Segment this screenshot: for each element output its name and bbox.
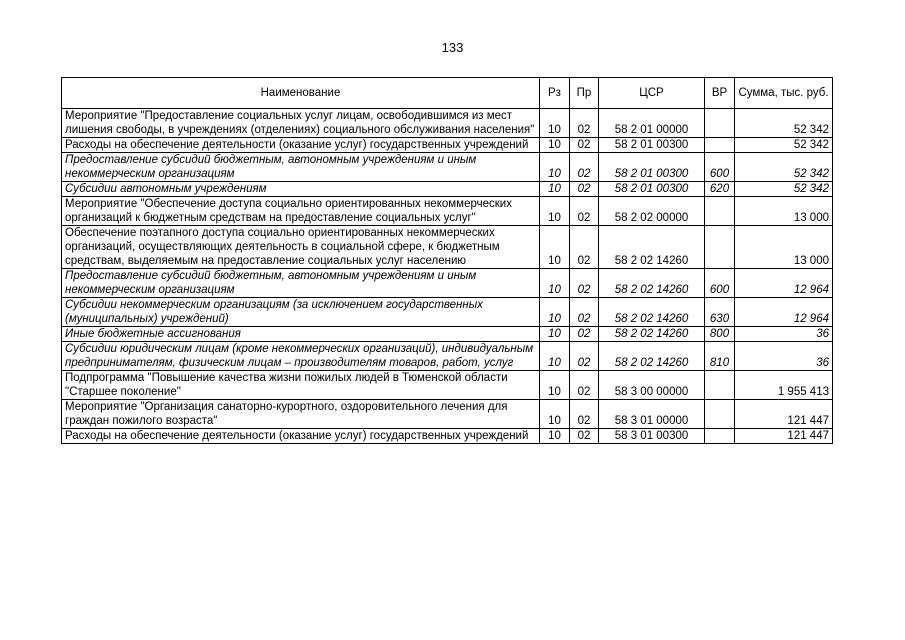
cell-pr: 02 <box>570 109 599 138</box>
cell-name: Подпрограмма "Повышение качества жизни пожилых людей в Тюменской области "Старшее поколение" <box>62 371 540 400</box>
cell-csr: 58 2 01 00300 <box>599 138 705 153</box>
cell-csr: 58 2 02 14260 <box>599 269 705 298</box>
cell-sum: 1 955 413 <box>735 371 833 400</box>
cell-rz: 10 <box>540 182 570 197</box>
header-csr: ЦСР <box>599 78 705 109</box>
cell-vr <box>705 400 735 429</box>
cell-pr: 02 <box>570 371 599 400</box>
budget-table <box>61 77 833 444</box>
cell-csr: 58 2 01 00000 <box>599 109 705 138</box>
table-row <box>62 327 833 342</box>
cell-pr: 02 <box>570 429 599 444</box>
cell-rz: 10 <box>540 298 570 327</box>
cell-csr: 58 2 01 00300 <box>599 182 705 197</box>
cell-csr: 58 2 02 14260 <box>599 298 705 327</box>
cell-rz: 10 <box>540 342 570 371</box>
cell-pr: 02 <box>570 153 599 182</box>
cell-name: Субсидии некоммерческим организациям (за исключением государственных (муниципальных) учреждений) <box>62 298 540 327</box>
cell-pr: 02 <box>570 269 599 298</box>
table-row <box>62 400 833 429</box>
cell-pr: 02 <box>570 138 599 153</box>
cell-name: Субсидии юридическим лицам (кроме некоммерческих организаций), индивидуальным предпринимателям, физическим лицам – производителям товаров, работ, услуг <box>62 342 540 371</box>
cell-sum: 121 447 <box>735 400 833 429</box>
cell-name: Мероприятие "Организация санаторно-курортного, оздоровительного лечения для граждан пожилого возраста" <box>62 400 540 429</box>
cell-sum: 12 964 <box>735 269 833 298</box>
cell-vr: 600 <box>705 153 735 182</box>
cell-rz: 10 <box>540 153 570 182</box>
cell-name: Предоставление субсидий бюджетным, автономным учреждениям и иным некоммерческим организациям <box>62 153 540 182</box>
cell-vr <box>705 109 735 138</box>
cell-vr: 800 <box>705 327 735 342</box>
header-vr: ВР <box>705 78 735 109</box>
cell-vr <box>705 429 735 444</box>
cell-sum: 52 342 <box>735 153 833 182</box>
cell-pr: 02 <box>570 400 599 429</box>
table-row <box>62 153 833 182</box>
table-row <box>62 429 833 444</box>
cell-rz: 10 <box>540 226 570 269</box>
cell-csr: 58 3 01 00300 <box>599 429 705 444</box>
cell-sum: 12 964 <box>735 298 833 327</box>
cell-name: Мероприятие "Предоставление социальных услуг лицам, освободившимся из мест лишения свободы, в учреждениях (отделениях) социального обслуживания населения" <box>62 109 540 138</box>
cell-sum: 52 342 <box>735 109 833 138</box>
cell-pr: 02 <box>570 226 599 269</box>
cell-name: Расходы на обеспечение деятельности (оказание услуг) государственных учреждений <box>62 429 540 444</box>
cell-sum: 13 000 <box>735 226 833 269</box>
cell-pr: 02 <box>570 298 599 327</box>
cell-rz: 10 <box>540 371 570 400</box>
cell-csr: 58 2 02 00000 <box>599 197 705 226</box>
cell-rz: 10 <box>540 269 570 298</box>
cell-vr: 620 <box>705 182 735 197</box>
cell-rz: 10 <box>540 109 570 138</box>
table-header-row <box>62 78 833 109</box>
header-rz: Рз <box>540 78 570 109</box>
cell-rz: 10 <box>540 400 570 429</box>
cell-sum: 121 447 <box>735 429 833 444</box>
cell-sum: 13 000 <box>735 197 833 226</box>
cell-name: Обеспечение поэтапного доступа социально ориентированных некоммерческих организаций, осуществляющих деятельность в социальной сфере, к бюджетным средствам, выделяемым на предоставление социальных услуг населению <box>62 226 540 269</box>
cell-vr: 630 <box>705 298 735 327</box>
cell-name: Предоставление субсидий бюджетным, автономным учреждениям и иным некоммерческим организациям <box>62 269 540 298</box>
table-row <box>62 182 833 197</box>
cell-name: Иные бюджетные ассигнования <box>62 327 540 342</box>
table-row <box>62 371 833 400</box>
table-row <box>62 226 833 269</box>
cell-sum: 52 342 <box>735 182 833 197</box>
cell-name: Субсидии автономным учреждениям <box>62 182 540 197</box>
cell-pr: 02 <box>570 182 599 197</box>
cell-csr: 58 2 02 14260 <box>599 342 705 371</box>
cell-sum: 52 342 <box>735 138 833 153</box>
table-row <box>62 298 833 327</box>
cell-csr: 58 2 02 14260 <box>599 226 705 269</box>
table-row <box>62 269 833 298</box>
cell-vr: 810 <box>705 342 735 371</box>
page-number: 133 <box>441 40 464 55</box>
table-row <box>62 109 833 138</box>
table-row <box>62 342 833 371</box>
cell-csr: 58 2 02 14260 <box>599 327 705 342</box>
cell-rz: 10 <box>540 197 570 226</box>
cell-sum: 36 <box>735 327 833 342</box>
header-name: Наименование <box>62 78 540 109</box>
cell-rz: 10 <box>540 138 570 153</box>
cell-name: Мероприятие "Обеспечение доступа социально ориентированных некоммерческих организаций к бюджетным средствам на предоставление социальных услуг" <box>62 197 540 226</box>
cell-vr: 600 <box>705 269 735 298</box>
table-body <box>62 109 833 444</box>
cell-vr <box>705 138 735 153</box>
cell-rz: 10 <box>540 327 570 342</box>
header-sum: Сумма, тыс. руб. <box>735 78 833 109</box>
header-pr: Пр <box>570 78 599 109</box>
cell-vr <box>705 226 735 269</box>
cell-name: Расходы на обеспечение деятельности (оказание услуг) государственных учреждений <box>62 138 540 153</box>
cell-csr: 58 2 01 00300 <box>599 153 705 182</box>
cell-pr: 02 <box>570 197 599 226</box>
cell-csr: 58 3 01 00000 <box>599 400 705 429</box>
cell-rz: 10 <box>540 429 570 444</box>
cell-pr: 02 <box>570 327 599 342</box>
cell-vr <box>705 371 735 400</box>
cell-pr: 02 <box>570 342 599 371</box>
cell-csr: 58 3 00 00000 <box>599 371 705 400</box>
cell-sum: 36 <box>735 342 833 371</box>
table-row <box>62 197 833 226</box>
cell-vr <box>705 197 735 226</box>
table-row <box>62 138 833 153</box>
